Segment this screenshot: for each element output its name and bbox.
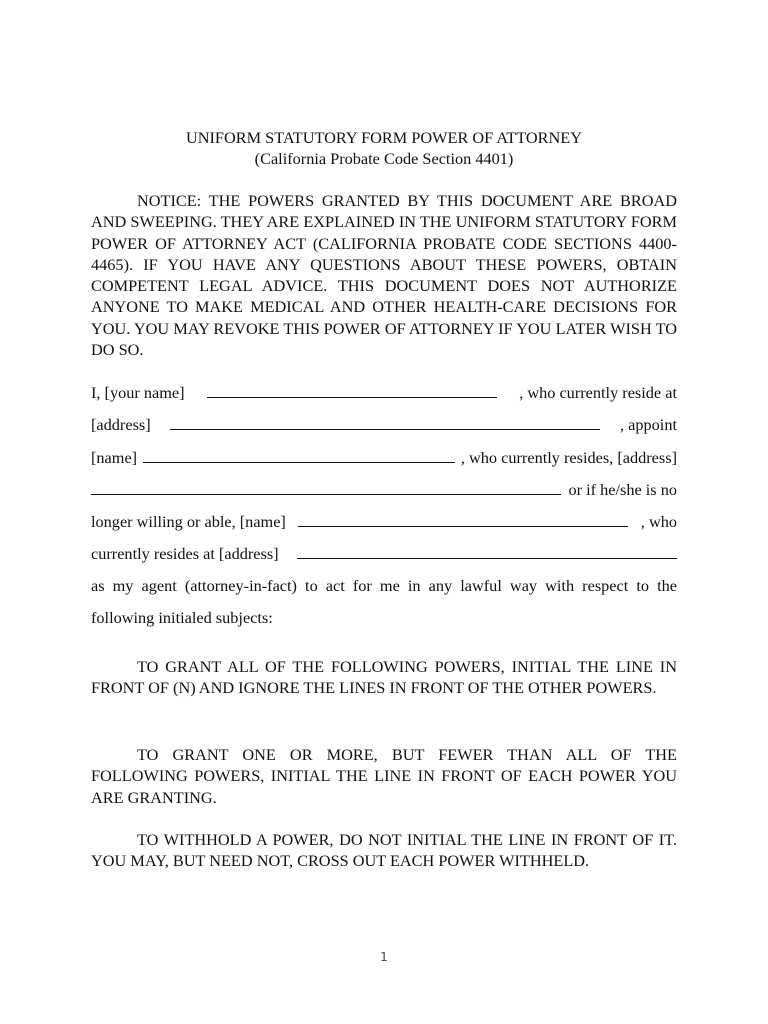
- form-line-subjects: following initialed subjects:: [91, 608, 273, 627]
- alternate-label: or if he/she is no: [568, 480, 677, 499]
- form-line-address: [91, 415, 677, 435]
- instruction-grant-all: TO GRANT ALL OF THE FOLLOWING POWERS, INITIAL THE LINE IN FRONT OF (N) AND IGNORE THE LINES IN FRONT OF THE OTHER POWERS.: [91, 657, 677, 698]
- agent-name-blank[interactable]: [143, 448, 455, 463]
- page-number: 1: [380, 950, 388, 964]
- title-block: [0, 127, 768, 169]
- agent-name-label: [name]: [91, 448, 138, 467]
- address-label: [address]: [91, 415, 151, 434]
- document-title: UNIFORM STATUTORY FORM POWER OF ATTORNEY: [186, 128, 582, 147]
- form-line-agent-role: as my agent (attorney-in-fact) to act for me in any lawful way with respect to the: [91, 576, 677, 595]
- instruction-grant-some: TO GRANT ONE OR MORE, BUT FEWER THAN ALL OF THE FOLLOWING POWERS, INITIAL THE LINE IN FRONT OF EACH POWER YOU ARE GRANTING.: [91, 745, 677, 807]
- address-blank[interactable]: [170, 415, 600, 430]
- alternate-address-label: currently resides at [address]: [91, 544, 279, 563]
- your-name-blank[interactable]: [207, 383, 497, 398]
- form-line-alternate-name: [91, 512, 677, 532]
- document-subtitle: (California Probate Code Section 4401): [254, 149, 514, 168]
- who-label: , who: [640, 512, 677, 531]
- form-line-alternate-address: [91, 544, 677, 564]
- appoint-label: , appoint: [620, 415, 677, 434]
- alternate-name-label: longer willing or able, [name]: [91, 512, 286, 531]
- reside-at-label: , who currently reside at: [519, 383, 677, 402]
- alternate-address-blank[interactable]: [297, 544, 677, 559]
- form-line-agent-address: [91, 480, 677, 500]
- form-line-agent-name: [91, 448, 677, 468]
- your-name-label: I, [your name]: [91, 383, 185, 402]
- form-line-your-name: [91, 383, 677, 403]
- agent-address-blank[interactable]: [91, 480, 561, 495]
- agent-resides-label: , who currently resides, [address]: [460, 448, 677, 467]
- instruction-withhold: TO WITHHOLD A POWER, DO NOT INITIAL THE LINE IN FRONT OF IT. YOU MAY, BUT NEED NOT, CROSS OUT EACH POWER WITHHELD.: [91, 830, 677, 871]
- alternate-name-blank[interactable]: [298, 512, 628, 527]
- notice-paragraph: NOTICE: THE POWERS GRANTED BY THIS DOCUMENT ARE BROAD AND SWEEPING. THEY ARE EXPLAINED IN THE UNIFORM STATUTORY FORM POWER OF ATTORNEY ACT (CALIFORNIA PROBATE CODE SECTIONS 4400-4465). IF YOU HAVE ANY QUESTIONS ABOUT THESE POWERS, OBTAIN COMPETENT LEGAL ADVICE. THIS DOCUMENT DOES NOT AUTHORIZE ANYONE TO MAKE MEDICAL AND OTHER HEALTH-CARE DECISIONS FOR YOU. YOU MAY REVOKE THIS POWER OF ATTORNEY IF YOU LATER WISH TO DO SO.: [91, 191, 677, 360]
